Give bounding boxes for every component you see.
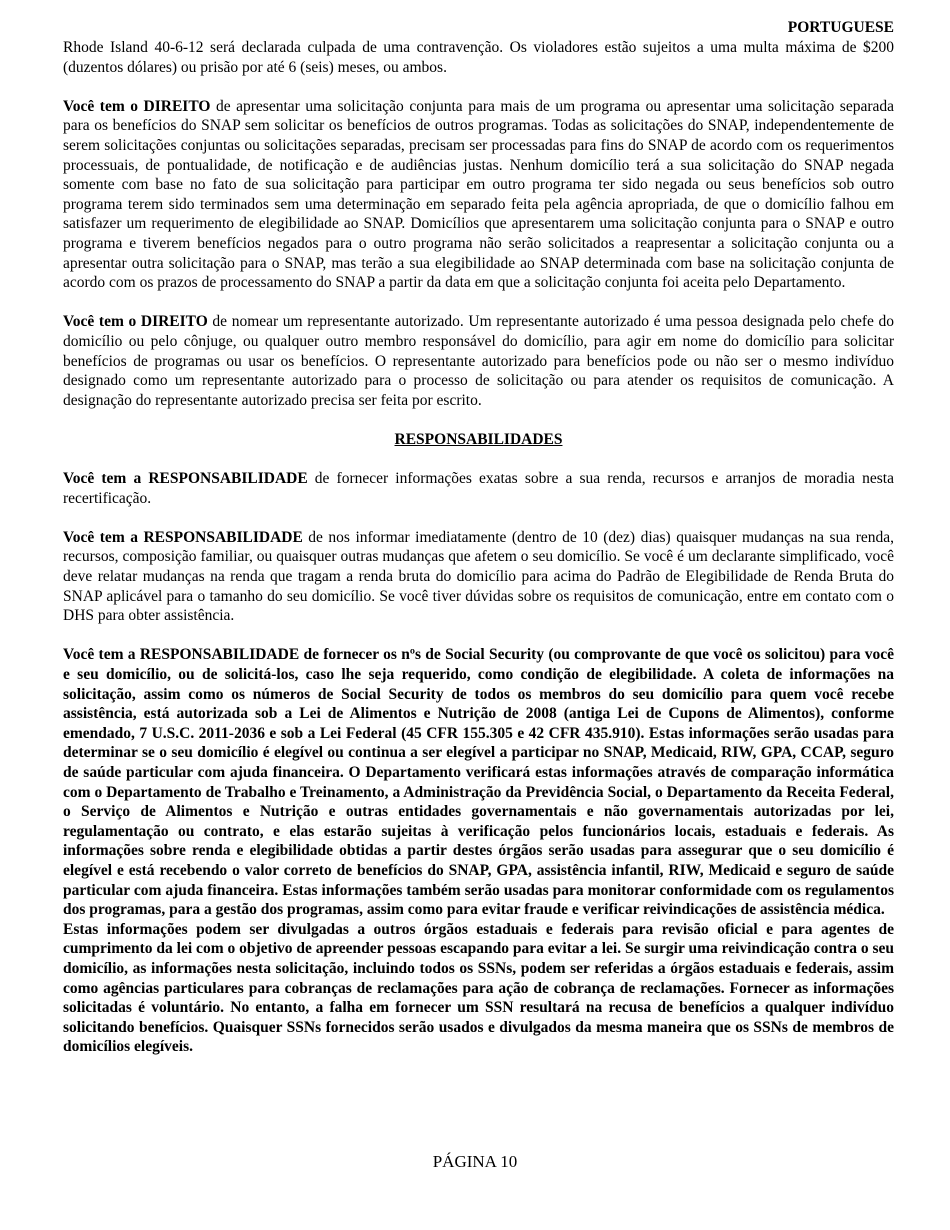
responsibility-lead: Você tem a RESPONSABILIDADE [63, 470, 308, 488]
intro-paragraph: Rhode Island 40-6-12 será declarada culpada de uma contravenção. Os violadores estão sujeitos a uma multa máxima de $200 (duzentos dólares) ou prisão por até 6 (seis) meses, ou ambos. [63, 39, 894, 76]
responsibility-text: de nos informar imediatamente (dentro de 10 (dez) dias) quaisquer mudanças na sua renda, recursos, composição familiar, ou quaisquer outras mudanças que afetem o seu domicílio. Se você é um declarante simplificado, você deve relatar mudanças na renda que tragam a renda bruta do domicílio para acima do Padrão de Elegibilidade de Renda Bruta do SNAP aplicável para o tamanho do seu domicílio. Se você tiver dúvidas sobre os requisitos de comunicação, entre em contato com o DHS para obter assistência. [63, 528, 894, 625]
right-lead: Você tem o DIREITO [63, 313, 208, 331]
responsibility-accurate-info-paragraph [63, 469, 894, 508]
right-joint-application-paragraph [63, 97, 894, 293]
information-disclosure-paragraph: Estas informações podem ser divulgadas a outros órgãos estaduais e federais para revisão oficial e para agentes de cumprimento da lei com o objetivo de apreender pessoas escapando para evitar a lei. Se surgir uma reivindicação contra o seu domicílio, as informações nesta solicitação, incluindo todos os SSNs, podem ser referidas a órgãos estaduais e federais, assim como agências particulares para cobranças de reclamações para ação de cobrança de reclamações. Fornecer as informações solicitadas é voluntário. No entanto, a falha em fornecer um SSN resultará na recusa de benefícios a qualquer indivíduo solicitando benefícios. Quaisquer SSNs fornecidos serão usados e divulgados da mesma maneira que os SSNs de membros de domicílios elegíveis. [63, 920, 894, 1056]
right-lead: Você tem o DIREITO [63, 97, 211, 115]
right-text: de apresentar uma solicitação conjunta para mais de um programa ou apresentar uma solicitação separada para os benefícios do SNAP sem solicitar os benefícios de outros programas. Todas as solicitações do SNAP, independentemente de serem solicitações conjuntas ou solicitações separadas, precisam ser processadas para fins do SNAP de acordo com os requerimentos processuais, de pontualidade, de notificação e de audiências justas. Nenhum domicílio terá a sua solicitação do SNAP negada somente com base no fato de sua solicitação para participar em outro programa ter sido negada ou seus benefícios sob outro programa terem sido terminados sem uma determinação em separado feita pela agência apropriada, de que o domicílio falhou em satisfazer um requerimento de elegibilidade ao SNAP. Domicílios que apresentarem uma solicitação conjunta para o SNAP e outro programa e tiverem benefícios negados para o outro programa não serão solicitados a reapresentar a solicitação conjunta ou a apresentar outra solicitação para o SNAP, mas terão a sua elegibilidade ao SNAP determinada com base na solicitação conjunta de acordo com os prazos de processamento do SNAP a partir da data em que a solicitação conjunta foi aceita pelo Departamento. [63, 97, 894, 292]
responsibility-text: de fornecer informações exatas sobre a sua renda, recursos e arranjos de moradia nesta recertificação. [63, 470, 894, 507]
right-text: de nomear um representante autorizado. Um representante autorizado é uma pessoa designada pelo chefe do domicílio ou pelo cônjuge, ou qualquer outro membro responsável do domicílio, para agir em nome do domicílio para solicitar benefícios de programas ou usar os benefícios. O representante autorizado para benefícios pode ou não ser o mesmo indivíduo designado como um representante autorizado para o processo de solicitação ou para atender os requisitos de comunicação. A designação do representante autorizado precisa ser feita por escrito. [63, 313, 895, 409]
responsibility-report-changes-paragraph [63, 528, 894, 626]
ssn-responsibility-paragraph: Você tem a RESPONSABILIDADE de fornecer os nºs de Social Security (ou comprovante de que você os solicitou) para você e seu domicílio, ou de solicitá-los, caso lhe seja requerido, como condição de elegibilidade. A coleta de informações na solicitação, assim como os números de Social Security de todos os membros do seu domicílio para quem você recebe assistência, está autorizada sob a Lei de Alimentos e Nutrição de 2008 (antiga Lei de Cupons de Alimentos), conforme emendado, 7 U.S.C. 2011-2036 e sob a Lei Federal (45 CFR 155.305 e 42 CFR 435.910). Estas informações serão usadas para determinar se o seu domicílio é elegível ou continua a ser elegível a participar no SNAP, Medicaid, RIW, GPA, CCAP, seguro de saúde particular com ajuda financeira. O Departamento verificará estas informações através de comparação informática com o Departamento de Trabalho e Treinamento, a Administração da Previdência Social, o Departamento da Receita Federal, o Serviço de Alimentos e Nutrição e outras entidades governamentais e não governamentais autorizadas por lei, regulamentação ou contrato, e elas estarão sujeitas à verificação pelos funcionários locais, estaduais e federais. As informações sobre renda e elegibilidade obtidas a partir destes órgãos serão usadas para assegurar que o seu domicílio é elegível e está recebendo o valor correto de benefícios do SNAP, GPA, assistência infantil, RIW, Medicaid e seguro de saúde particular com ajuda financeira. Estas informações também serão usadas para monitorar conformidade com os regulamentos dos programas, para a gestão dos programas, assim como para evitar fraude e verificar reivindicações de assistência médica. [63, 646, 894, 919]
responsibilities-heading: RESPONSABILIDADES [394, 430, 563, 448]
right-authorized-representative-paragraph [63, 312, 894, 410]
page-number: PÁGINA 10 [432, 1152, 518, 1171]
language-label: PORTUGUESE [787, 19, 894, 36]
responsibility-lead: Você tem a RESPONSABILIDADE [63, 528, 303, 546]
document-page [63, 18, 894, 1057]
